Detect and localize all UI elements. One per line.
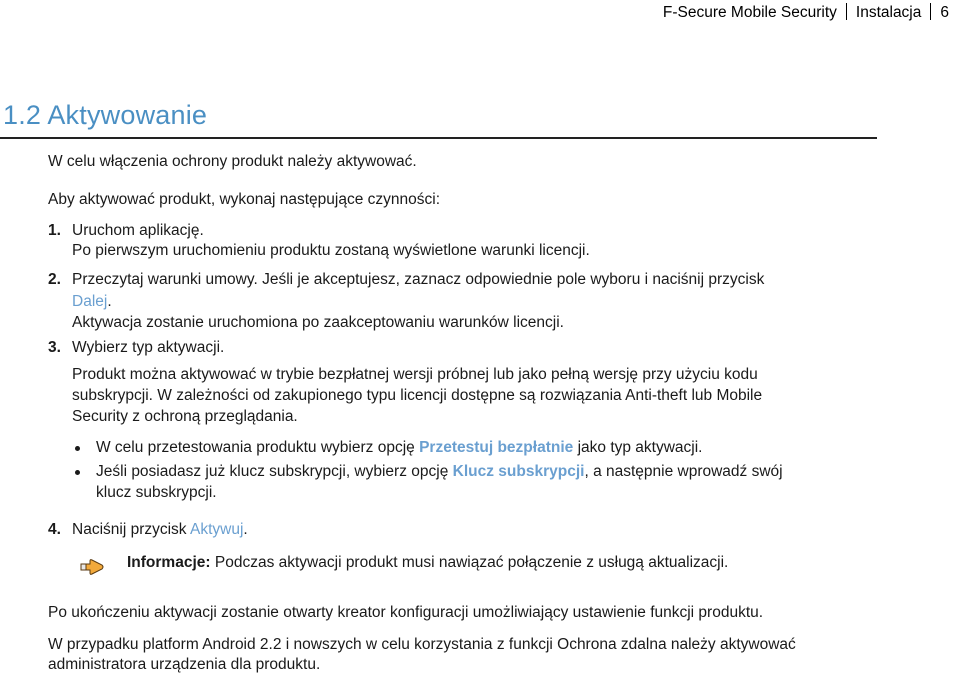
step-3-detail-2: subskrypcji. W zależności od zakupionego typu licencji dostępne są rozwiązania Anti-theft lub Mobile [72, 387, 763, 404]
step-2-number: 2. [48, 271, 61, 288]
step-3-detail-1: Produkt można aktywować w trybie bezpłatnej wersji próbnej lub jako pełną wersję przy użyciu kodu [72, 366, 758, 383]
step-3-bullet-2: Jeśli posiadasz już klucz subskrypcji, wybierz opcję Klucz subskrypcji, a następnie wprowadź swój [96, 463, 783, 480]
page-title: 1.2 Aktywowanie [3, 100, 208, 130]
pointing-hand-icon [80, 558, 104, 576]
header-product: F-Secure Mobile Security [662, 4, 837, 21]
note-label: Informacje: [127, 554, 211, 571]
aktywuj-button-ref: Aktywuj [190, 521, 244, 538]
step-3-detail-3: Security z ochroną przeglądania. [72, 408, 298, 425]
outro-paragraph-2-line-2: administratora urządzenia dla produktu. [48, 656, 321, 673]
page-number: 6 [940, 4, 949, 21]
step-4-number: 4. [48, 521, 61, 538]
note-text: Informacje: Podczas aktywacji produkt musi nawiązać połączenie z usługą aktualizacji. [127, 554, 729, 571]
dalej-button-ref: Dalej [72, 293, 108, 310]
step-3-text: Wybierz typ aktywacji. [72, 339, 225, 356]
step-3-number: 3. [48, 339, 61, 356]
subscription-key-option-ref: Klucz subskrypcji [452, 463, 585, 480]
step-4-text: Naciśnij przycisk Aktywuj. [72, 521, 248, 538]
step-1-text: Uruchom aplikację. [72, 222, 204, 239]
header-section: Instalacja [855, 4, 922, 21]
intro-paragraph-2: Aby aktywować produkt, wykonaj następujące czynności: [48, 191, 441, 208]
bullet-dot [75, 470, 80, 475]
step-2-detail: Aktywacja zostanie uruchomiona po zaakceptowaniu warunków licencji. [72, 314, 564, 331]
step-3-bullet-2-line-2: klucz subskrypcji. [96, 484, 217, 501]
outro-paragraph-1: Po ukończeniu aktywacji zostanie otwarty kreator konfiguracji umożliwiający ustawienie funkcji produktu. [48, 604, 764, 621]
intro-paragraph-1: W celu włączenia ochrony produkt należy aktywować. [48, 153, 417, 170]
step-1-number: 1. [48, 222, 61, 239]
step-2-text: Przeczytaj warunki umowy. Jeśli je akceptujesz, zaznacz odpowiednie pole wyboru i naciśnij przycisk [72, 271, 765, 288]
header-separator [846, 3, 847, 20]
step-3-bullet-1: W celu przetestowania produktu wybierz opcję Przetestuj bezpłatnie jako typ aktywacji. [96, 439, 703, 456]
bullet-dot [75, 446, 80, 451]
running-header [663, 3, 949, 22]
header-separator [930, 3, 931, 20]
step-1-detail: Po pierwszym uruchomieniu produktu zostaną wyświetlone warunki licencji. [72, 242, 590, 259]
step-2-link-line: Dalej. [72, 293, 112, 310]
title-underline [0, 137, 877, 139]
outro-paragraph-2-line-1: W przypadku platform Android 2.2 i nowszych w celu korzystania z funkcji Ochrona zdalna należy aktywować [48, 636, 796, 653]
trial-option-ref: Przetestuj bezpłatnie [419, 439, 574, 456]
